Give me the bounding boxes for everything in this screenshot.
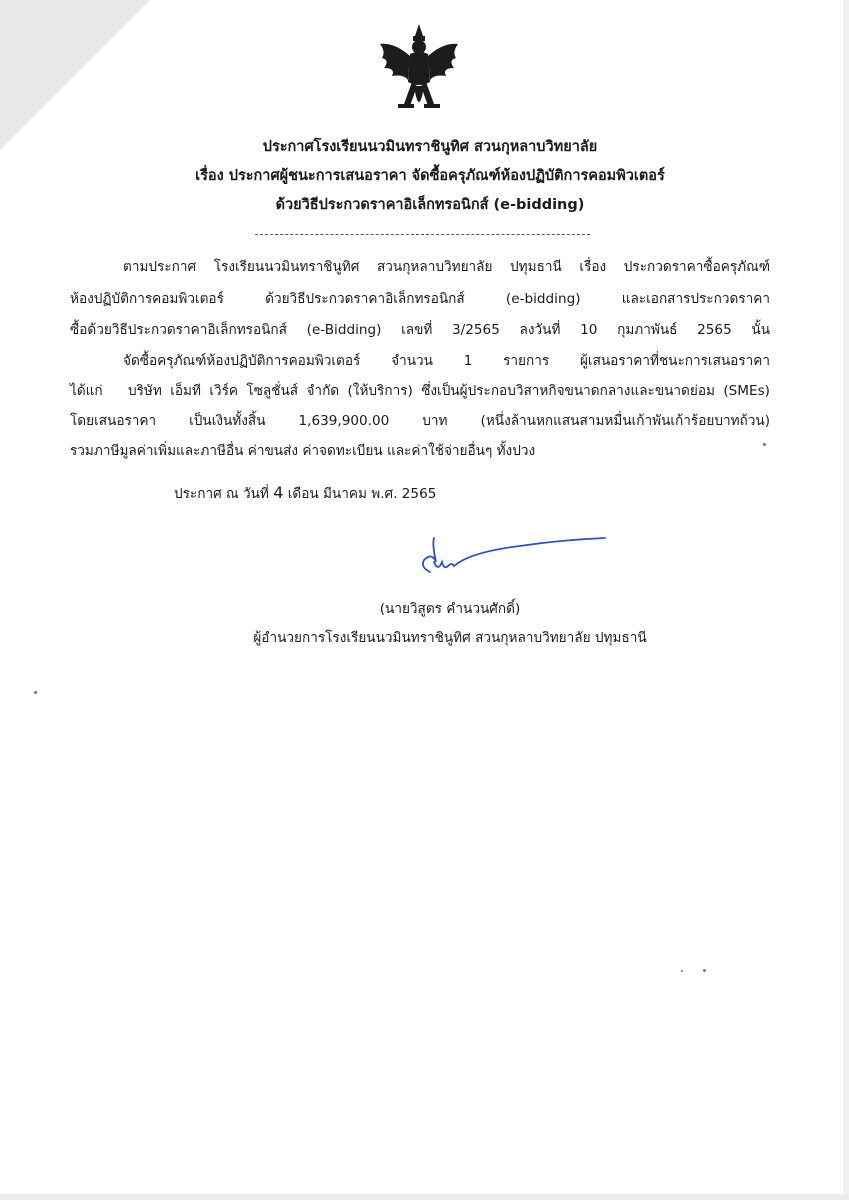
header-title: ประกาศโรงเรียนนวมินทราชินูทิศ สวนกุหลาบวิทยาลัย: [262, 139, 598, 155]
paragraph-1-line-2: ห้องปฏิบัติการคอมพิวเตอร์ ด้วยวิธีประกวดราคาอิเล็กทรอนิกส์ (e-bidding) และเอกสารประกวดราคา: [70, 291, 770, 307]
paragraph-2-line-4: รวมภาษีมูลค่าเพิ่มและภาษีอื่น ค่าขนส่ง ค่าจดทะเบียน และค่าใช้จ่ายอื่นๆ ทั้งปวง: [70, 443, 536, 459]
paragraph-2-line-1: จัดซื้อครุภัณฑ์ห้องปฏิบัติการคอมพิวเตอร์ จำนวน 1 รายการ ผู้เสนอราคาที่ชนะการเสนอราคา: [123, 353, 770, 369]
signatory-title: ผู้อำนวยการโรงเรียนนวมินทราชินูทิศ สวนกุหลาบวิทยาลัย ปทุมธานี: [253, 630, 647, 646]
handwritten-signature: [410, 532, 610, 582]
paragraph-1-line-1: ตามประกาศ โรงเรียนนวมินทราชินูทิศ สวนกุหลาบวิทยาลัย ปทุมธานี เรื่อง ประกวดราคาซื้อครุภัณฑ์: [123, 259, 770, 275]
header-divider: [255, 234, 590, 235]
scan-speck: [681, 970, 683, 972]
scan-speck: [703, 969, 706, 972]
winning-bid-amount: โดยเสนอราคา เป็นเงินทั้งสิ้น 1,639,900.00 บาท (หนึ่งล้านหกแสนสามหมื่นเก้าพันเก้าร้อยบาทถ้วน): [70, 413, 771, 429]
paragraph-1-line-3: ซื้อด้วยวิธีประกวดราคาอิเล็กทรอนิกส์ (e-Bidding) เลขที่ 3/2565 ลงวันที่ 10 กุมภาพันธ์ 2565 นั้น: [70, 322, 770, 338]
garuda-emblem-icon: [374, 22, 464, 122]
header-method: ด้วยวิธีประกวดราคาอิเล็กทรอนิกส์ (e-bidding): [275, 197, 585, 213]
scan-speck: [34, 691, 37, 694]
signatory-name: (นายวิสูตร คำนวนศักดิ์): [379, 601, 521, 617]
announcement-header: [150, 133, 710, 220]
winner-company: บริษัท เอ็มที เวิร์ค โซลูชั่นส์ จำกัด (ให้บริการ) ซึ่งเป็นผู้ประกอบวิสาหกิจขนาดกลางและขนาดย่อม (SMEs): [128, 383, 770, 399]
announcement-date: [174, 484, 436, 503]
scan-speck: [763, 443, 766, 446]
date-day: 4: [273, 483, 284, 502]
winner-label: ได้แก่: [70, 383, 103, 399]
date-prefix: ประกาศ ณ วันที่: [174, 486, 269, 502]
date-suffix: เดือน มีนาคม พ.ศ. 2565: [287, 486, 437, 502]
header-subject: เรื่อง ประกาศผู้ชนะการเสนอราคา จัดซื้อครุภัณฑ์ห้องปฏิบัติการคอมพิวเตอร์: [195, 168, 665, 184]
